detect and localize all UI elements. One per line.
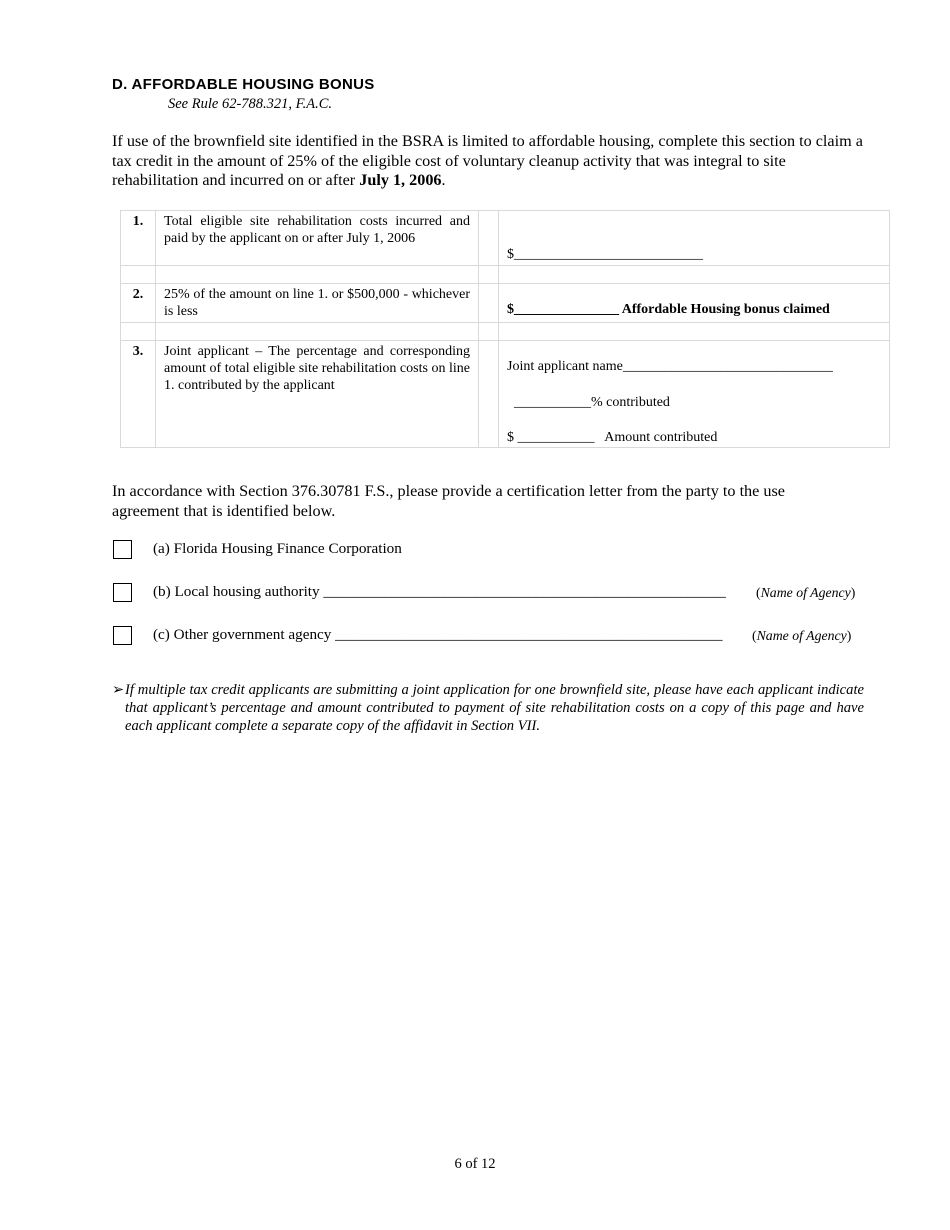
table-spacer: [121, 266, 890, 284]
line-3-number: 3.: [121, 341, 156, 448]
certification-text: In accordance with Section 376.30781 F.S., please provide a certification letter from the party to the use agreement that is identified below.: [112, 482, 785, 520]
option-c-text: (c) Other government agency: [153, 626, 332, 643]
page-number: 6 of 12: [454, 1156, 496, 1172]
option-c-agency-hint-text: Name of Agency: [756, 628, 847, 643]
intro-date: July 1, 2006: [359, 171, 442, 189]
intro-text: If use of the brownfield site identified in the BSRA is limited to affordable housing, complete this section to claim a tax credit in the amount of 25% of the eligible cost of voluntary cleanup activity that was integral to site rehabilitation and incurred on or after: [112, 132, 863, 189]
line-2-blank[interactable]: $_______________: [507, 302, 619, 317]
intro-paragraph: [112, 132, 864, 191]
option-c-label: [153, 626, 722, 644]
table-row-1: [121, 211, 890, 266]
table-row-2: [121, 284, 890, 323]
section-heading: D. AFFORDABLE HOUSING BONUS: [112, 76, 375, 93]
option-b-agency-hint: (Name of Agency): [756, 585, 856, 600]
arrow-bullet-icon: ➢: [112, 682, 125, 698]
line-2-description: 25% of the amount on line 1. or $500,000 - whichever is less: [164, 287, 470, 319]
rule-reference: See Rule 62-788.321, F.A.C.: [168, 96, 333, 112]
amount-label: Amount contributed: [604, 430, 718, 445]
option-b-label: [153, 583, 726, 601]
option-b-checkbox[interactable]: [113, 583, 132, 602]
option-b-text: (b) Local housing authority: [153, 583, 320, 600]
intro-end: .: [441, 171, 446, 189]
line-1-description: Total eligible site rehabilitation costs incurred and paid by the applicant on or after July 1, 2006: [164, 214, 470, 246]
amount-prefix: $: [507, 430, 514, 445]
joint-application-note: [112, 681, 864, 735]
amount-contributed-field[interactable]: [507, 430, 717, 446]
option-c-checkbox[interactable]: [113, 626, 132, 645]
line-3-description: Joint applicant – The percentage and corresponding amount of total eligible site rehabilitation costs on line 1. contributed by the applicant: [164, 344, 470, 393]
percent-contributed-field[interactable]: ___________% contributed: [514, 395, 670, 410]
option-c-agency-field[interactable]: ___________________________________________________: [335, 626, 723, 643]
line-2-amount-field[interactable]: [507, 302, 830, 318]
option-c-agency-hint: (Name of Agency): [752, 628, 852, 643]
table-row-3: [121, 341, 890, 448]
line-2-number: 2.: [121, 284, 156, 323]
cost-table: [120, 210, 890, 448]
joint-applicant-name-field[interactable]: Joint applicant name______________________________: [507, 359, 833, 374]
option-a-label: (a) Florida Housing Finance Corporation: [153, 540, 402, 557]
amount-blank[interactable]: ___________: [517, 430, 595, 445]
line-2-label: Affordable Housing bonus claimed: [621, 302, 830, 317]
option-b-agency-field[interactable]: _____________________________________________________: [323, 583, 726, 600]
table-spacer: [121, 323, 890, 341]
note-text: If multiple tax credit applicants are submitting a joint application for one brownfield site, please have each applicant indicate that applicant’s percentage and amount contributed to payment of site rehabilitation costs on a copy of this page and have each applicant complete a separate copy of the affidavit in Section VII.: [125, 682, 864, 734]
option-b-agency-hint-text: Name of Agency: [760, 585, 851, 600]
option-a-checkbox[interactable]: [113, 540, 132, 559]
line-1-number: 1.: [121, 211, 156, 266]
line-1-amount-field[interactable]: $___________________________: [507, 247, 703, 262]
